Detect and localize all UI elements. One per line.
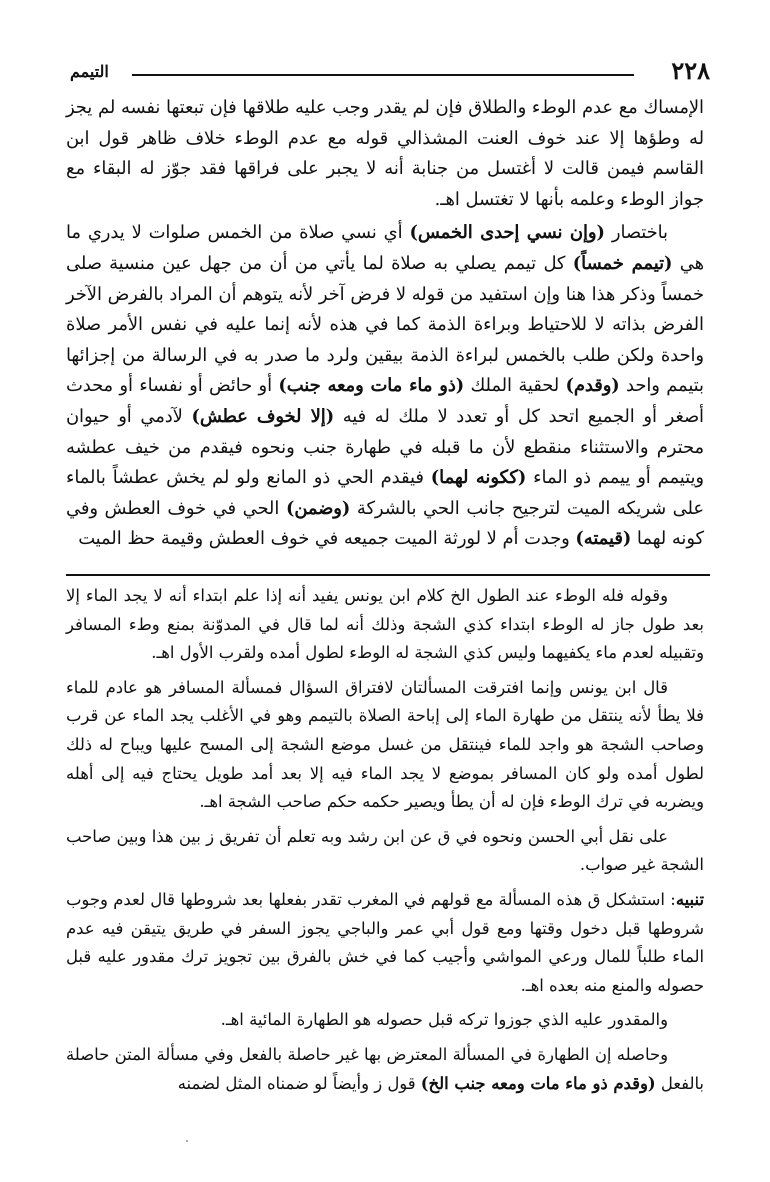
footnote-paragraph: وقوله فله الوطء عند الطول الخ كلام ابن يونس يفيد أنه إذا علم ابتداء أنه لا يجد الماء إلا بعد طول جاز له الوطء ابتداء كذي الشجة وذلك أنه لما قال في المدوّنة بمنع وطء المسافر وتقبيله لعدم ماء يكفيهما وليس كذي الشجة له الوطء لطول أمده ولقرب الأول اهـ. [66,586,704,663]
text-run: فيقدم الحي ذو المانع ولو لم يخش عطشاً بالماء على شريكه الميت لترجيح جانب الحي بالشركة [66,467,704,519]
page-number: ٢٢٨ [671,56,710,85]
matn-quote: (وإن نسي إحدى الخمس) [409,222,605,244]
matn-quote: (ككونه لهما) [430,467,527,489]
text-run: : استشكل ق هذه المسألة مع قولهم في المغرب تقدر بفعلها بعد شروطها قال لعدم وجوب شروطها قبل دخول وقتها ومع قول أبي عمر والباجي يجوز السفر في طريق يتيقن فيه عدم الماء طلباً للمال ورعي المواشي وأجيب كما في خش بالفرق بين تجويز ترك مقدور عليه قبل حصوله والمنع منه بعده اهـ. [66,889,704,995]
text-run: باختصار [604,222,669,244]
matn-quote: (إلا لخوف عطش) [191,405,335,427]
main-text [66,93,704,555]
chapter-title: التيمم [70,62,109,81]
main-paragraph [66,218,704,555]
text-run: لحقية الملك [464,375,566,397]
matn-quote: (وضمن) [285,497,351,519]
text-run: كل تيمم يصلي به صلاة لما يأتي من أن من جهل عين منسية صلى خمساً وذكر هذا هنا وإن استفيد من قوله لا فرض آخر لأنه يتوهم أن المراد بالفرض الآخر الفرض بذاته لا للاحتياط وبراءة الذمة كما في هذه لأنه إنما عليه في نفس الأمر صلاة واحدة ولكن طلب بالخمس لبراءة الذمة بيقين ولرد ما صدر به في الرسالة من إجزائها بتيمم واحد [66,252,704,397]
text-run: وجدت أم لا لورثة الميت جميعه في خوف العطش وقيمة حظ الميت [78,528,576,550]
main-paragraph: الإمساك مع عدم الوطء والطلاق فإن لم يقدر وجب عليه طلاقها فإن تبعتها نفسه لم يجز له وطؤها إلا عند خوف العنت المشذالي قوله مع عدم الوطء خلاف ظاهر قول ابن القاسم فيمن قالت لا أغتسل من جنابة أنه لا يجبر على فراقها فقد جوّز له البقاء مع جواز الوطء وعلمه بأنها لا تغتسل اهـ. [66,97,704,210]
header-rule [132,74,634,76]
footnote-paragraph [66,1041,704,1098]
text-run: أي نسي صلاة من الخمس صلوات لا يدري ما هي [66,222,704,274]
page-header [70,56,710,86]
matn-quote: (وقدم ذو ماء مات ومعه جنب الخ) [420,1073,656,1093]
footnote-paragraph: قال ابن يونس وإنما افترقت المسألتان لافتراق السؤال فمسألة المسافر هو عادم للماء فلا يطأ لأنه ينتقل من طهارة الماء إلى إباحة الصلاة بالتيمم وهو في الأغلب يجد الماء عن قرب وصاحب الشجة هو واجد للماء فينتقل من غسل موضع الشجة إلى المسح عليها ويباح له ذلك لطول أمده ولو كان المسافر بموضع لا يجد الماء فيه إلا بعد أمد طويل يحتاج فيه إلى أهله ويضربه في ترك الوطء فإن له أن يطأ ويصير حكمه حكم صاحب الشجة اهـ. [66,677,704,812]
matn-quote: (وقدم) [565,375,620,397]
matn-quote: (تيمم خمساً) [572,252,673,274]
scan-speck [186,1140,188,1142]
matn-quote: (قيمته) [575,528,632,550]
text-run: وحاصله إن الطهارة في المسألة المعترض بها غير حاصلة بالفعل وفي مسألة المتن حاصلة بالفعل [66,1044,704,1093]
matn-quote: (ذو ماء مات ومعه جنب) [278,375,465,397]
footnote-separator [66,574,710,576]
footnotes [66,582,704,1104]
text-run: الحي في خوف العطش وفي كونه لهما [66,497,704,550]
text-run: قول ز وأيضاً لو ضمناه المثل لضمنه [177,1073,421,1093]
text-run: لآدمي أو حيوان محترم والاستثناء منقطع لأن ما قبله في طهارة جنب ونحوه فيقدم من خيف عطشه ويتيمم أو ييمم ذو الماء [66,405,704,489]
note-label: تنبيه [675,889,704,909]
footnote-paragraph: على نقل أبي الحسن ونحوه في ق عن ابن رشد وبه تعلم أن تفريق ز بين هذا وبين صاحب الشجة غير صواب. [66,826,704,875]
footnote-paragraph [66,886,704,1000]
footnote-paragraph: والمقدور عليه الذي جوزوا تركه قبل حصوله هو الطهارة المائية اهـ. [220,1010,668,1030]
text-run: أو حائض أو نفساء أو محدث أصغر أو الجميع اتحد كل أو تعدد لا ملك له فيه [66,375,704,427]
